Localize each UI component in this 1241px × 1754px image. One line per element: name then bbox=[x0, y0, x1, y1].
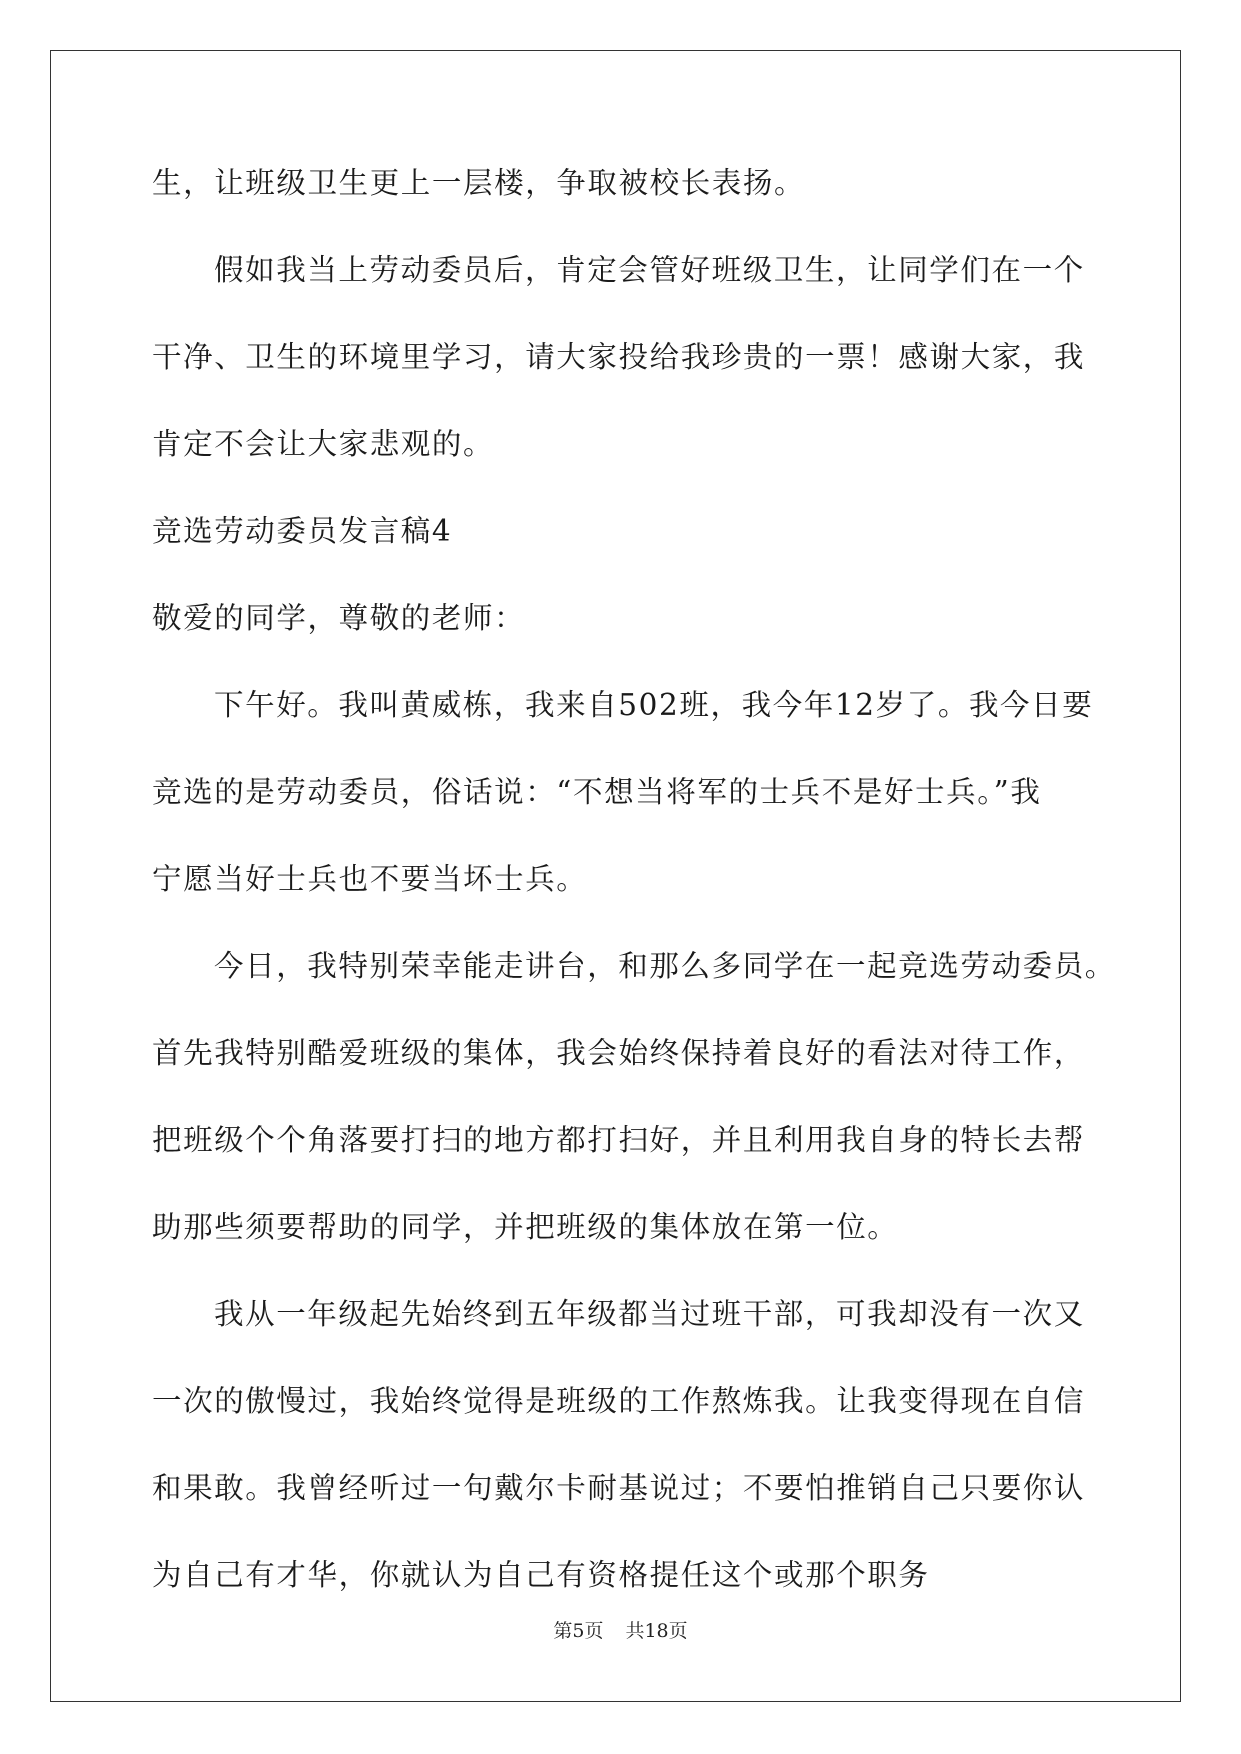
paragraph-line: 竞选的是劳动委员，俗话说：“不想当将军的士兵不是好士兵。”我 bbox=[152, 775, 1042, 809]
paragraph-line: 和果敢。我曾经听过一句戴尔卡耐基说过；不要怕推销自己只要你认 bbox=[152, 1471, 1086, 1505]
paragraph-line: 假如我当上劳动委员后，肯定会管好班级卫生，让同学们在一个 bbox=[214, 253, 1085, 287]
section-heading: 竞选劳动委员发言稿4 bbox=[152, 514, 453, 548]
paragraph-line: 今日，我特别荣幸能走讲台，和那么多同学在一起竞选劳动委员。 bbox=[214, 949, 1116, 983]
paragraph-line: 把班级个个角落要打扫的地方都打扫好，并且利用我自身的特长去帮 bbox=[152, 1123, 1086, 1157]
page-total: 共18页 bbox=[625, 1620, 688, 1642]
salutation-line: 敬爱的同学，尊敬的老师： bbox=[152, 601, 526, 635]
page-number: 第5页 bbox=[553, 1620, 604, 1642]
paragraph-line: 宁愿当好士兵也不要当坏士兵。 bbox=[152, 862, 588, 896]
paragraph-line: 生，让班级卫生更上一层楼，争取被校长表扬。 bbox=[152, 166, 806, 200]
paragraph-line: 下午好。我叫黄威栋，我来自502班，我今年12岁了。我今日要 bbox=[214, 688, 1094, 722]
paragraph-line: 助那些须要帮助的同学，并把班级的集体放在第一位。 bbox=[152, 1210, 899, 1244]
page-footer bbox=[0, 1616, 1241, 1643]
paragraph-line: 一次的傲慢过，我始终觉得是班级的工作熬炼我。让我变得现在自信 bbox=[152, 1384, 1086, 1418]
paragraph-line: 肯定不会让大家悲观的。 bbox=[152, 427, 495, 461]
paragraph-line: 我从一年级起先始终到五年级都当过班干部，可我却没有一次又 bbox=[214, 1297, 1085, 1331]
paragraph-line: 干净、卫生的环境里学习，请大家投给我珍贵的一票！感谢大家，我 bbox=[152, 340, 1086, 374]
document-body bbox=[152, 163, 1116, 1642]
paragraph-line: 为自己有才华，你就认为自己有资格提任这个或那个职务 bbox=[152, 1558, 930, 1592]
paragraph-line: 首先我特别酷爱班级的集体，我会始终保持着良好的看法对待工作， bbox=[152, 1036, 1086, 1070]
